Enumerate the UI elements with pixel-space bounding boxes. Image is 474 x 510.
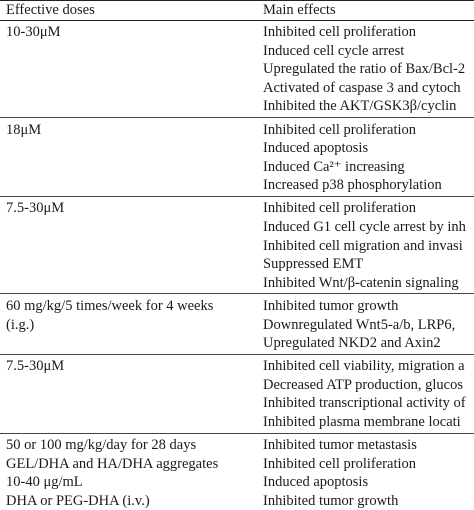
table-top-rule bbox=[0, 0, 474, 1]
dose-cell: 10-40 μg/mL bbox=[6, 474, 83, 491]
dose-cell: (i.g.) bbox=[6, 316, 35, 333]
header-main-effects: Main effects bbox=[263, 2, 336, 18]
dose-cell: DHA or PEG-DHA (i.v.) bbox=[6, 492, 150, 509]
effect-cell: Inhibited cell migration and invasi bbox=[263, 237, 463, 254]
row-separator bbox=[0, 354, 474, 355]
effect-cell: Activated of caspase 3 and cytoch bbox=[263, 79, 461, 96]
effect-cell: Inhibited transcriptional activity of bbox=[263, 395, 466, 412]
row-separator bbox=[0, 117, 474, 118]
effect-cell: Inhibited cell proliferation bbox=[263, 455, 417, 472]
effect-cell: Inhibited tumor metastasis bbox=[263, 437, 417, 454]
effect-cell: Decreased ATP production, glucos bbox=[263, 376, 463, 393]
effect-cell: Inhibited cell viability, migration a bbox=[263, 358, 465, 375]
effect-cell: Inhibited the AKT/GSK3β/cyclin bbox=[263, 98, 457, 115]
dose-cell: 50 or 100 mg/kg/day for 28 days bbox=[6, 437, 197, 454]
effect-cell: Induced G1 cell cycle arrest by inh bbox=[263, 219, 466, 235]
row-separator bbox=[0, 196, 474, 197]
effect-cell: Downregulated Wnt5-a/b, LRP6, bbox=[263, 316, 456, 333]
effect-cell: Inhibited cell proliferation bbox=[263, 121, 417, 138]
dose-cell: 18μM bbox=[6, 121, 42, 138]
effect-cell: Upregulated the ratio of Bax/Bcl-2 bbox=[263, 61, 466, 78]
effect-cell: Upregulated NKD2 and Axin2 bbox=[263, 335, 441, 352]
effect-cell: Increased p38 phosphorylation bbox=[263, 177, 442, 194]
effect-cell: Inhibited tumor growth bbox=[263, 492, 399, 509]
row-separator bbox=[0, 433, 474, 434]
effect-cell: Inhibited tumor growth bbox=[263, 297, 399, 314]
effect-cell: Inhibited cell proliferation bbox=[263, 200, 417, 217]
effect-cell: Induced cell cycle arrest bbox=[263, 42, 405, 59]
dose-cell: GEL/DHA and HA/DHA aggregates bbox=[6, 455, 219, 472]
effect-cell: Inhibited Wnt/β-catenin signaling bbox=[263, 274, 459, 291]
effect-cell: Induced Ca²⁺ increasing bbox=[263, 158, 405, 175]
dose-cell: 10-30μM bbox=[6, 24, 61, 40]
dose-cell: 7.5-30μM bbox=[6, 200, 65, 217]
effect-cell: Suppressed EMT bbox=[263, 256, 364, 273]
effect-cell: Inhibited cell proliferation bbox=[263, 24, 417, 40]
row-separator bbox=[0, 293, 474, 294]
effect-cell: Induced apoptosis bbox=[263, 140, 369, 157]
header-rule bbox=[0, 20, 474, 21]
effect-cell: Induced apoptosis bbox=[263, 474, 369, 491]
effect-cell: Inhibited plasma membrane locati bbox=[263, 414, 461, 430]
dose-cell: 60 mg/kg/5 times/week for 4 weeks bbox=[6, 297, 214, 314]
dose-cell: 7.5-30μM bbox=[6, 358, 65, 375]
header-effective-doses: Effective doses bbox=[6, 2, 95, 18]
